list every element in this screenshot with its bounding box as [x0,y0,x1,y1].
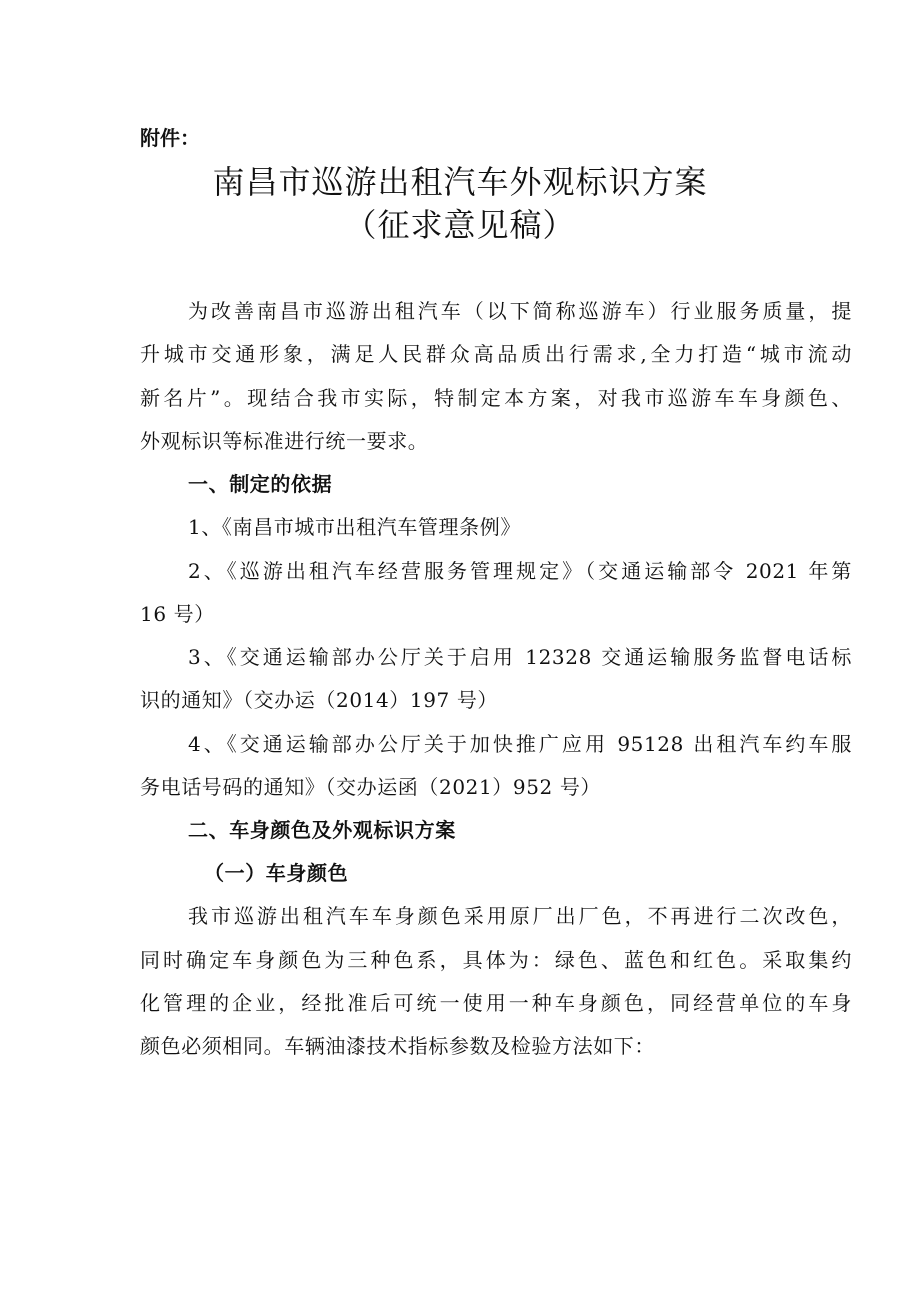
color-line-4: 颜色必须相同。车辆油漆技术指标参数及检验方法如下： [140,1034,655,1058]
section1-heading: 一、制定的依据 [188,472,333,496]
color-line-1: 我市巡游出租汽车车身颜色采用原厂出厂色，不再进行二次改色， [188,904,852,928]
basis-item-4-cont: 务电话号码的通知》（交办运函（2021）952 号） [140,775,602,799]
document-subtitle: （征求意见稿） [344,206,576,244]
basis-item-2-cont: 16 号） [140,602,215,626]
intro-line-4: 外观标识等标准进行统一要求。 [140,429,429,453]
section2-subheading: （一）车身颜色 [204,861,349,885]
basis-item-4: 4、《交通运输部办公厅关于加快推广应用 95128 出租汽车约车服 [188,732,852,756]
intro-line-2: 升城市交通形象，满足人民群众高品质出行需求,全力打造“城市流动 [140,342,852,366]
basis-item-3-cont: 识的通知》（交办运（2014）197 号） [140,688,499,712]
basis-item-2: 2、《巡游出租汽车经营服务管理规定》（交通运输部令 2021 年第 [188,559,852,583]
color-line-3: 化管理的企业，经批准后可统一使用一种车身颜色，同经营单位的车身 [140,991,852,1015]
document-title: 南昌市巡游出租汽车外观标识方案 [212,163,708,201]
color-line-2: 同时确定车身颜色为三种色系，具体为：绿色、蓝色和红色。采取集约 [140,948,852,972]
intro-line-1: 为改善南昌市巡游出租汽车（以下简称巡游车）行业服务质量，提 [188,299,852,323]
basis-item-3: 3、《交通运输部办公厅关于启用 12328 交通运输服务监督电话标 [188,645,852,669]
basis-item-1: 1、《南昌市城市出租汽车管理条例》 [188,515,521,539]
intro-line-3: 新名片”。现结合我市实际，特制定本方案，对我市巡游车车身颜色、 [140,386,852,410]
section2-heading: 二、车身颜色及外观标识方案 [188,818,456,842]
attachment-label: 附件： [140,126,200,150]
